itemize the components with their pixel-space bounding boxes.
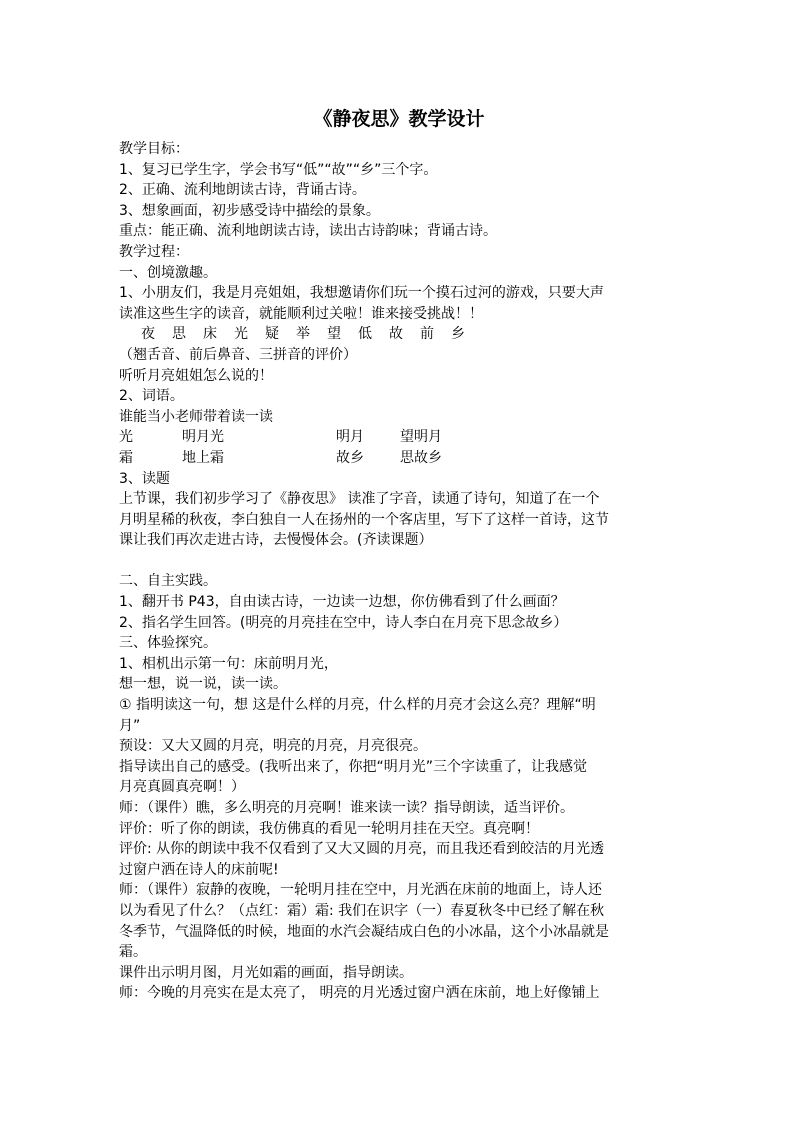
word-cell: 霜 <box>119 449 133 466</box>
text-line: 月明星稀的秋夜，李白独自一人在扬州的一个客店里，写下了这样一首诗，这节 <box>119 511 609 528</box>
section-practice <box>119 571 679 1003</box>
text-line: 读准这些生字的读音，就能顺利过关啦！谁来接受挑战！！ <box>119 305 483 322</box>
character-item: 望 <box>327 326 341 343</box>
text-line: 师：今晚的月亮实在是太亮了， 明亮的月光透过窗户洒在床前，地上好像铺上 <box>119 985 600 1002</box>
character-item: 举 <box>296 326 310 343</box>
word-cell: 望明月 <box>400 429 442 446</box>
text-line: 想一想，说一说，读一读。 <box>119 676 287 693</box>
character-item: 床 <box>203 326 217 343</box>
text-line: 3、读题 <box>119 470 170 487</box>
character-item: 思 <box>172 326 186 343</box>
text-line: 师：（课件）瞧，多么明亮的月亮啊！谁来读一读？指导朗读，适当评价。 <box>119 800 574 816</box>
text-line: 二、自主实践。 <box>119 573 217 590</box>
text-line: 上节课，我们初步学习了《静夜思》 读准了字音，读通了诗句，知道了在一个 <box>119 491 600 508</box>
text-line: 预设：又大又圆的月亮，明亮的月亮，月亮很亮。 <box>119 738 427 755</box>
text-line: 教学目标： <box>119 141 189 157</box>
text-line: 2、指名学生回答。(明亮的月亮挂在空中，诗人李白在月亮下思念故乡） <box>119 614 568 631</box>
character-list <box>119 324 679 345</box>
word-cell: 地上霜 <box>182 449 224 466</box>
text-line: 1、相机出示第一句：床前明月光， <box>119 655 338 672</box>
text-line: 霜。 <box>119 944 147 961</box>
text-line: （翘舌音、前后鼻音、三拼音的评价） <box>119 346 357 363</box>
text-line: 一、创境激趣。 <box>119 264 217 281</box>
character-item: 前 <box>420 326 434 343</box>
text-line: 以为看见了什么？（点红：霜）霜: 我们在识字（一）春夏秋冬中已经了解在秋 <box>119 902 605 919</box>
blank-line <box>119 551 679 572</box>
character-item: 低 <box>358 326 372 343</box>
text-line: 师：（课件）寂静的夜晚，一轮明月挂在空中，月光洒在床前的地面上，诗人还 <box>119 882 602 899</box>
word-cell: 明月光 <box>182 429 224 446</box>
character-item: 光 <box>234 326 248 343</box>
text-line: 三、体验探究。 <box>119 635 217 652</box>
document-title: 《静夜思》教学设计 <box>313 108 485 130</box>
word-cell: 故乡 <box>336 449 364 466</box>
text-line: 过窗户洒在诗人的床前呢! <box>119 861 279 878</box>
text-line: 1、小朋友们，我是月亮姐姐，我想邀请你们玩一个摸石过河的游戏，只要大声 <box>119 285 604 302</box>
text-line: 评价：听了你的朗读，我仿佛真的看见一轮明月挂在天空。真亮啊！ <box>119 820 539 837</box>
text-line: 课让我们再次走进古诗，去慢慢体会。(齐读课题） <box>119 532 433 549</box>
text-line: 冬季节，气温降低的时候，地面的水汽会凝结成白色的小冰晶，这个小冰晶就是 <box>119 923 609 940</box>
word-table <box>119 427 679 468</box>
text-line: ① 指明读这一句，想 这是什么样的月亮，什么样的月亮才会这么亮？理解“明 <box>119 697 596 714</box>
text-line: 1、翻开书 P43，自由读古诗，一边读一边想，你仿佛看到了什么画面？ <box>119 594 565 611</box>
word-row <box>119 427 679 448</box>
text-line: 谁能当小老师带着读一读 <box>119 408 273 425</box>
text-line: 课件出示明月图，月光如霜的画面，指导朗读。 <box>119 964 413 981</box>
text-line: 1、复习已学生字，学会书写“低”“故”“乡”三个字。 <box>119 161 438 178</box>
word-row <box>119 448 679 469</box>
character-item: 乡 <box>451 326 465 343</box>
word-cell: 明月 <box>336 429 364 446</box>
text-line: 重点：能正确、流利地朗读古诗，读出古诗韵味；背诵古诗。 <box>119 223 497 240</box>
section-title-reading <box>119 469 679 551</box>
word-cell: 思故乡 <box>400 449 442 466</box>
text-line: 评价: 从你的朗读中我不仅看到了又大又圆的月亮，而且我还看到皎洁的月光透 <box>119 841 605 858</box>
word-cell: 光 <box>119 429 133 446</box>
text-line: 指导读出自己的感受。(我听出来了，你把“明月光”三个字读重了，让我感觉 <box>119 758 587 775</box>
text-line: 3、想象画面，初步感受诗中描绘的景象。 <box>119 202 380 219</box>
text-line: 教学过程： <box>119 243 189 260</box>
text-line: 2、正确、流利地朗读古诗，背诵古诗。 <box>119 182 366 199</box>
document-page <box>119 106 679 1004</box>
section-intro <box>119 345 679 427</box>
character-item: 夜 <box>141 326 155 343</box>
character-item: 疑 <box>265 326 279 343</box>
section-goals <box>119 139 679 324</box>
text-line: 听听月亮姐姐怎么说的！ <box>119 367 273 384</box>
text-line: 2、词语。 <box>119 388 184 405</box>
text-line: 月亮真圆真亮啊！） <box>119 779 245 796</box>
text-line: 月” <box>119 717 141 734</box>
character-item: 故 <box>389 326 403 343</box>
